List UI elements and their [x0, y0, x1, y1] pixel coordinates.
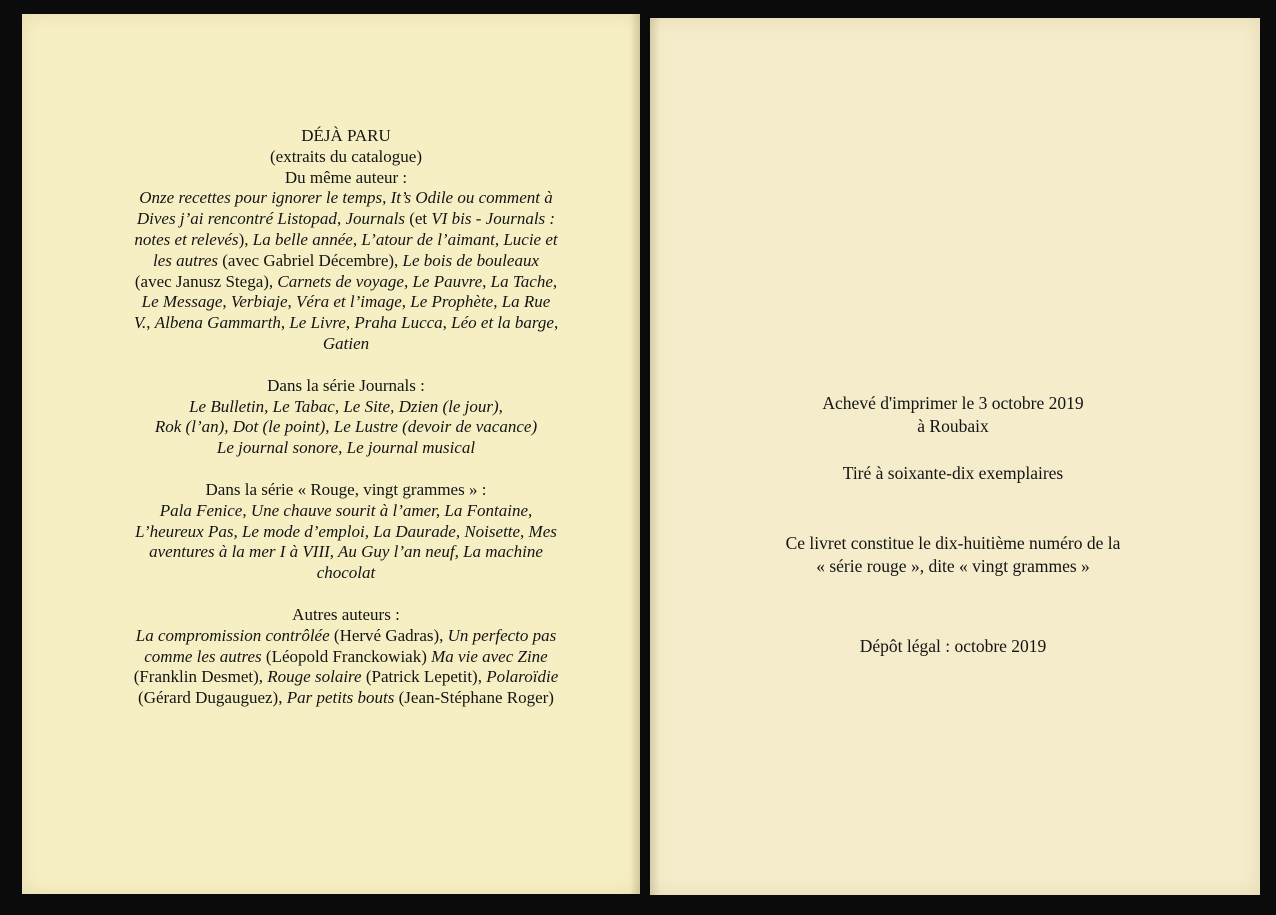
- series-note-line2: « série rouge », dite « vingt grammes »: [816, 556, 1090, 576]
- title-run: La belle année: [252, 229, 353, 249]
- printed-date: Achevé d'imprimer le 3 octobre 2019: [822, 393, 1084, 413]
- title-run: VI bis - Journals : notes et relevés: [134, 209, 556, 249]
- title-run: Gatien: [322, 333, 370, 353]
- text-run: (et: [404, 209, 432, 229]
- text-run: ,: [352, 229, 362, 249]
- text-run: (Jean-Stéphane Roger): [394, 688, 554, 708]
- title-run: Polaroïdie: [486, 667, 559, 687]
- journals-series-label: Dans la série Journals :: [267, 375, 425, 395]
- other-authors-list: [133, 626, 559, 709]
- catalogue-column: [133, 126, 559, 709]
- title-run: Véra et l’image: [296, 292, 402, 312]
- text-run: ),: [238, 229, 253, 249]
- title-run: Léo et la barge: [451, 313, 554, 333]
- title-run: Lucie et les autres: [153, 229, 558, 270]
- title-run: Le Pauvre: [412, 271, 483, 291]
- other-authors-label: Autres auteurs :: [292, 604, 400, 624]
- title-run: It’s Odile ou comment à Dives j’ai rencontré Listopad: [136, 188, 553, 229]
- title-run: Le bois de bouleaux: [402, 250, 539, 270]
- text-run: ,: [401, 292, 411, 312]
- title-run: Onze recettes pour ignorer le temps: [139, 188, 383, 208]
- title-run: Journals: [345, 209, 405, 229]
- text-run: ,: [287, 292, 297, 312]
- colophon: [720, 392, 1186, 658]
- left-page: [22, 14, 640, 894]
- text-run: (Patrick Lepetit),: [361, 667, 487, 687]
- title-run: La Tache: [490, 271, 553, 291]
- printed-place: à Roubaix: [917, 416, 989, 436]
- rouge-series-label: Dans la série « Rouge, vingt grammes » :: [205, 479, 487, 499]
- title-run: Le Prophète: [410, 292, 494, 312]
- text-run: (avec Janusz Stega),: [134, 271, 278, 291]
- series-note-line1: Ce livret constitue le dix-huitième numéro de la: [785, 533, 1121, 553]
- journals-line: Le journal sonore, Le journal musical: [216, 438, 476, 458]
- catalogue-heading: DÉJÀ PARU: [301, 126, 391, 145]
- catalogue-subheading: (extraits du catalogue): [270, 146, 422, 166]
- title-run: La compromission contrôlée: [135, 625, 330, 645]
- rouge-series-list: Pala Fenice, Une chauve sourit à l’amer, La Fontaine, L’heureux Pas, Le mode d’emploi, La Daurade, Noisette, Mes aventures à la mer I à VIII, Au Guy l’an neuf, La machine chocolat: [135, 500, 557, 583]
- text-run: ,: [442, 313, 452, 333]
- title-run: La Rue V.: [133, 292, 551, 333]
- text-run: ,: [552, 271, 558, 291]
- title-run: Albena Gammarth: [154, 313, 281, 333]
- title-run: Un perfecto pas comme les autres: [144, 625, 557, 666]
- text-run: ,: [493, 292, 502, 312]
- text-run: ,: [403, 271, 413, 291]
- text-run: ,: [280, 313, 290, 333]
- legal-deposit: Dépôt légal : octobre 2019: [859, 636, 1047, 656]
- text-run: ,: [482, 271, 491, 291]
- title-run: Le Livre: [289, 313, 346, 333]
- text-run: (Léopold Franckowiak): [261, 646, 432, 666]
- title-run: Par petits bouts: [286, 688, 395, 708]
- text-run: (Hervé Gadras),: [329, 625, 448, 645]
- text-run: ,: [494, 229, 504, 249]
- right-page: [650, 18, 1260, 895]
- text-run: ,: [345, 313, 355, 333]
- text-run: ,: [146, 313, 155, 333]
- title-run: L’atour de l’aimant: [361, 229, 495, 249]
- text-run: (Franklin Desmet),: [133, 667, 268, 687]
- title-run: Rouge solaire: [267, 667, 362, 687]
- text-run: (Gérard Dugauguez),: [138, 688, 287, 708]
- title-run: Le Message: [141, 292, 223, 312]
- journals-line: Rok (l’an), Dot (le point), Le Lustre (devoir de vacance): [154, 417, 538, 437]
- journals-line: Le Bulletin, Le Tabac, Le Site, Dzien (le jour),: [189, 396, 503, 416]
- title-run: Verbiaje: [230, 292, 288, 312]
- same-author-label: Du même auteur :: [284, 167, 408, 187]
- text-run: ,: [222, 292, 231, 312]
- title-run: Ma vie avec Zine: [431, 646, 548, 666]
- print-run: Tiré à soixante-dix exemplaires: [842, 463, 1064, 483]
- text-run: ,: [336, 209, 346, 229]
- title-run: Carnets de voyage: [277, 271, 404, 291]
- text-run: ,: [382, 188, 391, 208]
- text-run: (avec Gabriel Décembre),: [218, 250, 403, 270]
- title-run: Praha Lucca: [354, 313, 443, 333]
- same-author-list: [133, 188, 559, 354]
- text-run: ,: [553, 313, 559, 333]
